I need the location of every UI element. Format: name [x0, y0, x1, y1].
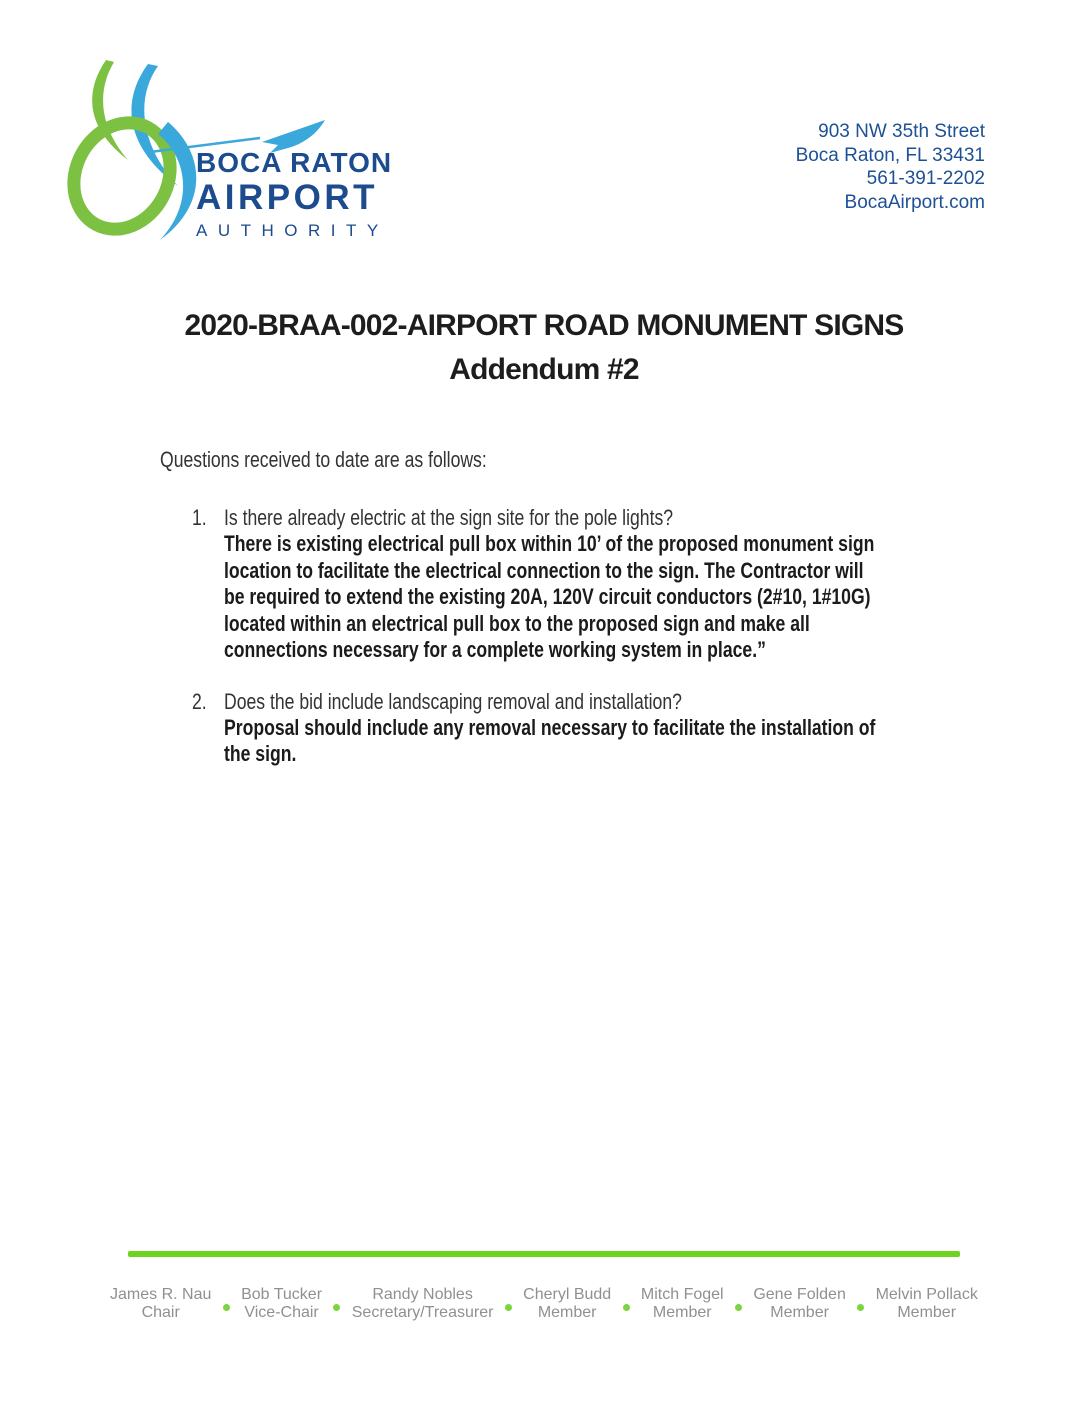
answer-line: There is existing electrical pull box within 10’ of the proposed monument sign	[224, 531, 875, 556]
board-members-row	[110, 1286, 978, 1322]
logo-name-line1: BOCA RATON	[196, 147, 393, 178]
logo-text	[196, 148, 392, 244]
member-name: Melvin Pollack	[875, 1286, 978, 1303]
contact-address-line2: Boca Raton, FL 33431	[795, 144, 985, 166]
question-body-1	[224, 504, 1088, 664]
board-member	[876, 1286, 978, 1322]
contact-phone: 561-391-2202	[866, 168, 985, 189]
logo-name-line3: AUTHORITY	[196, 221, 389, 240]
answer-line: connections necessary for a complete working system in place.”	[224, 637, 766, 662]
document-title	[0, 304, 1088, 392]
answer-line: located within an electrical pull box to the proposed sign and make all	[224, 610, 810, 636]
separator-dot-icon	[735, 1304, 742, 1311]
contact-website: BocaAirport.com	[844, 191, 985, 213]
member-title: Chair	[141, 1304, 180, 1321]
member-title: Vice-Chair	[244, 1304, 319, 1321]
contact-block	[796, 120, 985, 214]
board-member	[352, 1286, 494, 1322]
separator-dot-icon	[857, 1304, 864, 1311]
board-member	[753, 1286, 846, 1322]
board-member	[110, 1286, 211, 1322]
question-item-1	[192, 504, 1088, 664]
document-title-line2: Addendum #2	[449, 353, 639, 386]
member-name: Bob Tucker	[241, 1286, 323, 1303]
member-title: Member	[770, 1304, 829, 1321]
member-title: Member	[537, 1304, 597, 1321]
member-title: Member	[652, 1304, 712, 1321]
member-name: Gene Folden	[753, 1286, 846, 1303]
member-title: Secretary/Treasurer	[351, 1304, 494, 1321]
member-name: Mitch Fogel	[640, 1286, 724, 1303]
separator-dot-icon	[333, 1304, 340, 1311]
separator-dot-icon	[505, 1304, 512, 1311]
footer-divider	[128, 1251, 960, 1257]
member-title: Member	[897, 1304, 957, 1321]
question-text: Is there already electric at the sign site for the pole lights?	[224, 505, 674, 530]
separator-dot-icon	[623, 1304, 630, 1311]
answer-line: Proposal should include any removal necessary to facilitate the installation of	[224, 714, 876, 740]
question-body-2	[224, 688, 1088, 768]
answer-line: the sign.	[224, 741, 297, 766]
member-name: Cheryl Budd	[523, 1286, 612, 1303]
separator-dot-icon	[223, 1304, 230, 1311]
question-number: 2.	[192, 688, 207, 714]
answer-line: be required to extend the existing 20A, 120V circuit conductors (2#10, 1#10G)	[224, 584, 871, 609]
document-body	[0, 446, 1088, 768]
member-name: Randy Nobles	[372, 1286, 473, 1303]
intro-text: Questions received to date are as follows:	[160, 447, 487, 472]
board-member	[523, 1286, 611, 1322]
board-member	[641, 1286, 724, 1322]
question-text: Does the bid include landscaping removal and installation?	[224, 688, 682, 714]
member-name: James R. Nau	[110, 1286, 212, 1303]
question-item-2	[192, 688, 1088, 768]
contact-address-line1: 903 NW 35th Street	[818, 121, 985, 142]
answer-line: location to facilitate the electrical connection to the sign. The Contractor will	[224, 557, 864, 583]
question-number: 1.	[192, 505, 207, 530]
board-member	[241, 1286, 322, 1322]
document-title-line1: 2020-BRAA-002-AIRPORT ROAD MONUMENT SIGNS	[184, 309, 904, 342]
logo-name-line2: AIRPORT	[196, 178, 378, 217]
